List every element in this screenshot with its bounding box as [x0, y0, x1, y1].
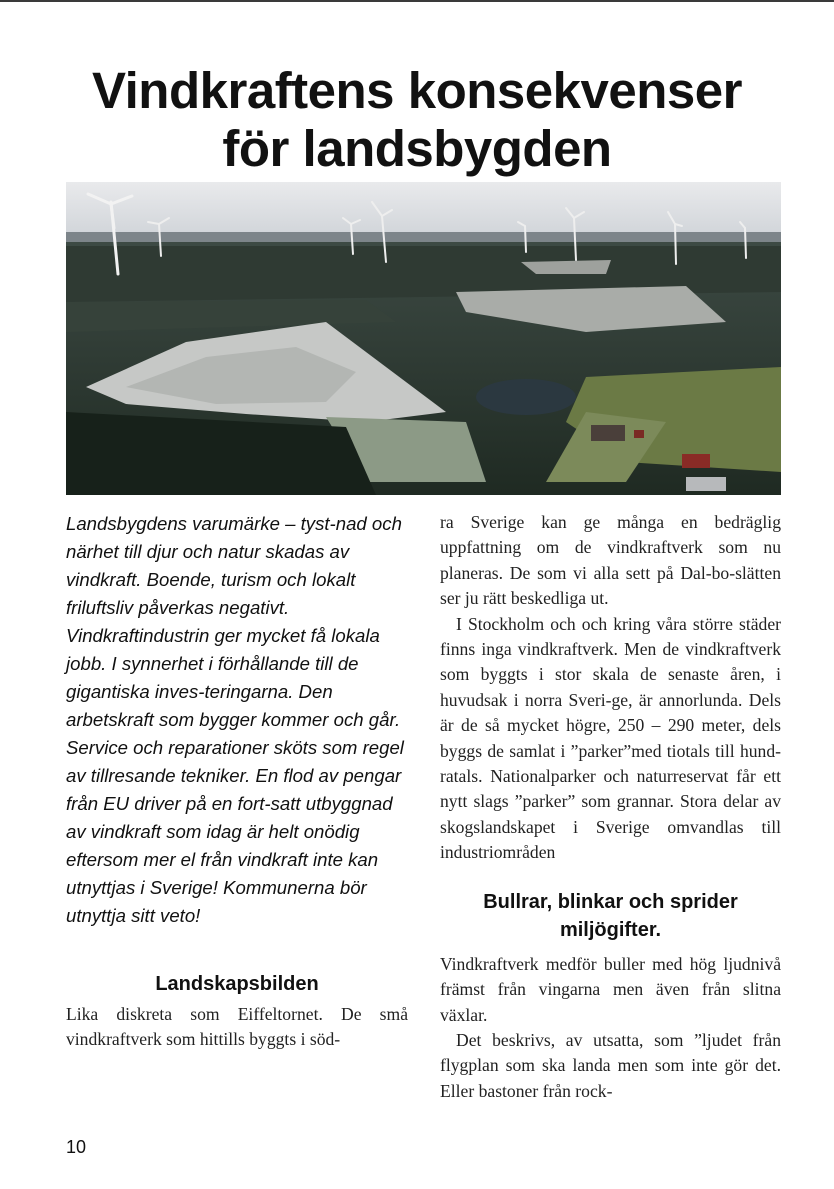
page-title — [0, 62, 834, 178]
page-number: 10 — [66, 1137, 87, 1157]
title-line-2: för landsbygden — [222, 120, 612, 177]
left-column — [66, 510, 408, 1053]
section-heading-bullrar: Bullrar, blinkar och sprider miljögifter. — [483, 890, 738, 941]
title-line-1: Vindkraftens konsekvenser — [92, 62, 742, 119]
section-heading-landskapsbilden: Landskapsbilden — [155, 973, 319, 995]
body-paragraph: Lika diskreta som Eiffeltornet. De små vindkraftverk som hittills byggts i söd- — [66, 1004, 408, 1050]
body-paragraph: Det beskrivs, av utsatta, som ”ljudet från flygplan som ska landa men som inte gör det. Eller bastoner från rock- — [440, 1029, 781, 1101]
body-paragraph: I Stockholm och och kring våra större städer finns inga vindkraftverk. Men de vindkraftverk som byggts i stor skala de senaste åren, i huvudsak i norra Sveri-ge, är annorlunda. Dels är de så mycket högre, 250 – 290 meter, dels byggs de samlat i ”parker”med tiotals till hund-ratals. Nationalparker och naturreservat får ett nytt slags ”parker” som grannar. Stora delar av skogslandskapet i Sverige omvandlas till industriområden — [440, 613, 781, 863]
aerial-landscape-wind-turbines-icon — [66, 182, 781, 495]
body-paragraph: ra Sverige kan ge många en bedräglig uppfattning om de vindkraftverk som nu planeras. De som vi alla sett på Dal-bo-slätten ser ju rätt beskedliga ut. — [440, 512, 781, 609]
top-rule — [0, 0, 834, 2]
right-column — [440, 510, 781, 1104]
lead-paragraph: Landsbygdens varumärke – tyst-nad och närhet till djur och natur skadas av vindkraft. Boende, turism och lokalt friluftsliv påverkas negativt. Vindkraftindustrin ger mycket få lokala jobb. I synnerhet i förhållande till de gigantiska inves-teringarna. Den arbetskraft som bygger kommer och går. Service och reparationer sköts som regel av tillresande tekniker. En flod av pengar från EU driver på en fort-satt utbyggnad av vindkraft som idag är helt onödig eftersom mer el från vindkraft inte kan utnyttjas i Sverige! Kommunerna bör utnyttja sitt veto! — [66, 513, 404, 926]
body-paragraph: Vindkraftverk medför buller med hög ljudnivå främst från vingarna men även från slitna växlar. — [440, 953, 781, 1025]
